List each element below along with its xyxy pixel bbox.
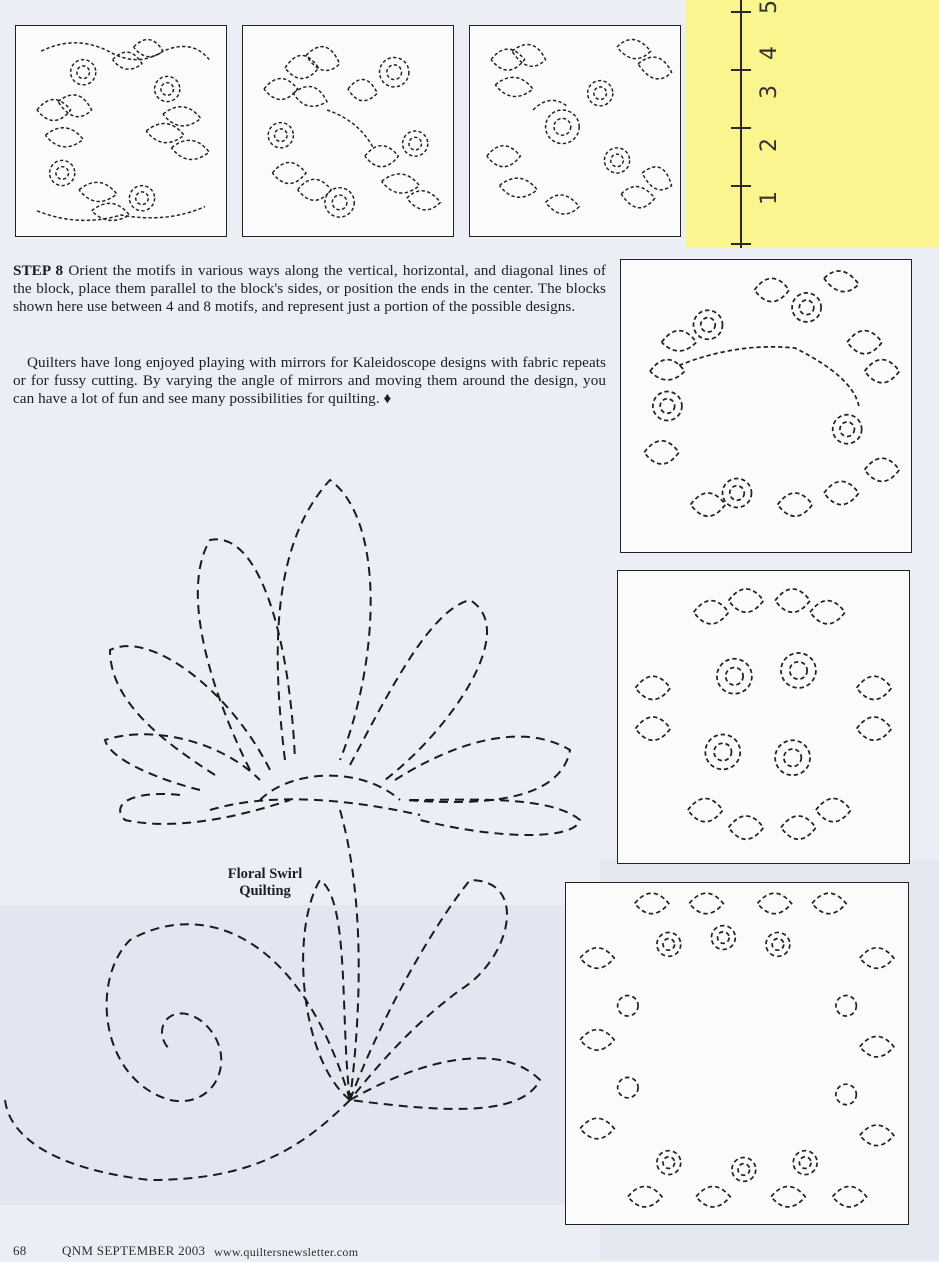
- mirrors-paragraph: [13, 354, 606, 407]
- caption-line-1: Floral Swirl: [227, 866, 303, 882]
- ruler-number-3: 3: [757, 85, 782, 99]
- ruler-number-5: 5: [757, 0, 782, 14]
- floral-swirl-motif: [0, 460, 600, 1190]
- issue-label: QNM SEPTEMBER 2003: [62, 1243, 206, 1258]
- caption-line-2: Quilting: [239, 883, 291, 899]
- floral-swirl-pattern: [16, 26, 226, 236]
- floral-swirl-pattern: [470, 26, 680, 236]
- step8-text: Orient the motifs in various ways along the vertical, horizontal, and diagonal lines of the block, place them parallel to the block's sides, or position the ends in the center. The blocks shown here use between 4 and 8 motifs, and represent just a portion of the possible designs.: [13, 262, 607, 315]
- end-mark: ♦: [383, 389, 392, 407]
- step8-label: STEP 8: [13, 262, 64, 279]
- floral-swirl-ring-pattern: [621, 260, 911, 552]
- ruler-number-4: 4: [757, 46, 782, 60]
- step8-paragraph: [13, 262, 606, 315]
- quilt-block-4: [620, 259, 912, 553]
- figure-caption: [210, 866, 320, 900]
- floral-swirl-pattern: [243, 26, 453, 236]
- floral-swirl-frame-pattern: [566, 883, 908, 1224]
- page-number: 68: [13, 1243, 27, 1258]
- quilt-block-2: [242, 25, 454, 237]
- quilt-block-1: [15, 25, 227, 237]
- sticky-note-ruler: [686, 0, 939, 248]
- mirrors-text: Quilters have long enjoyed playing with mirrors for Kaleidoscope designs with fabric repeats or for fussy cutting. By varying the angle of mirrors and moving them around the design, you can have a lot of fun and see many possibilities for quilting.: [13, 354, 606, 407]
- ruler-number-2: 2: [757, 138, 782, 152]
- quilt-block-3: [469, 25, 681, 237]
- floral-swirl-cluster-pattern: [618, 571, 909, 863]
- floral-swirl-drawing: [0, 460, 600, 1190]
- ruler-number-1: 1: [757, 191, 782, 205]
- quilt-block-6: [565, 882, 909, 1225]
- website-link[interactable]: www.quiltersnewsletter.com: [214, 1245, 359, 1259]
- quilt-block-5: [617, 570, 910, 864]
